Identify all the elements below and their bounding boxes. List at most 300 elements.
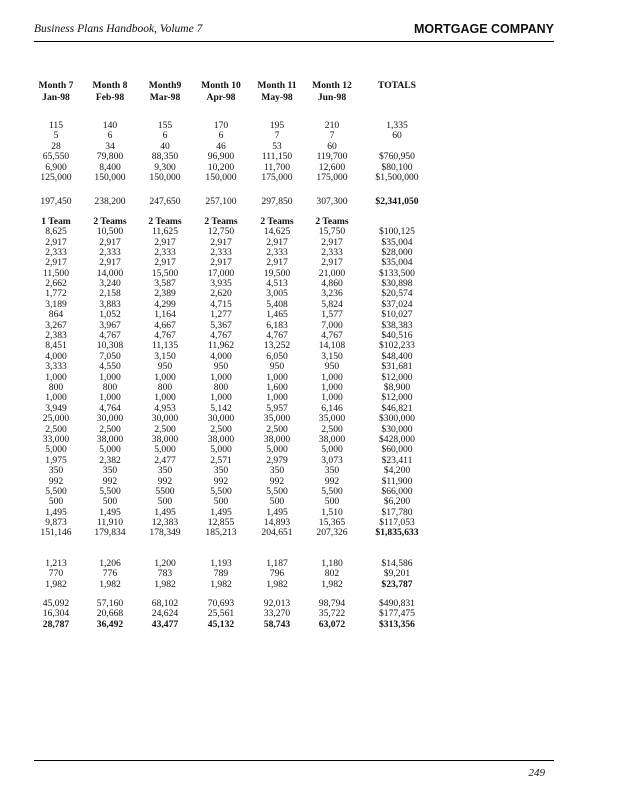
month-cell: 38,000 xyxy=(151,433,179,445)
month-cell: 179,834 xyxy=(94,527,126,539)
month-cell: 500 xyxy=(324,496,340,508)
total-cell: $38,383 xyxy=(381,319,413,331)
total-cell: $313,356 xyxy=(379,618,415,630)
month-cell: 5,408 xyxy=(266,298,288,310)
month-cell: 802 xyxy=(324,568,340,580)
month-cell: 195 xyxy=(269,120,285,131)
total-cell: $177,475 xyxy=(379,608,415,620)
month-cell: 783 xyxy=(157,568,173,580)
month-cell: 33,000 xyxy=(42,433,70,445)
month-cell: 1,772 xyxy=(45,288,67,300)
month-cell: 1,000 xyxy=(45,392,67,404)
month-cell: 1 Team xyxy=(41,215,71,227)
month-cell: 45,092 xyxy=(42,598,70,610)
month-cell: 30,000 xyxy=(207,413,235,425)
total-cell: 1,335 xyxy=(386,120,408,131)
month-cell: 5,000 xyxy=(99,444,121,456)
month-cell: 1,495 xyxy=(45,506,67,518)
table-row xyxy=(34,580,554,590)
month-cell: 5,367 xyxy=(210,319,232,331)
month-cell: 204,651 xyxy=(261,527,293,539)
month-cell: 2,917 xyxy=(45,257,67,269)
month-cell: 35,722 xyxy=(318,608,346,620)
month-cell: 12,383 xyxy=(151,517,179,529)
month-cell: 3,189 xyxy=(45,298,67,310)
month-cell: 1,982 xyxy=(99,578,121,590)
total-cell: $46,821 xyxy=(381,402,413,414)
month-cell: 4,953 xyxy=(154,402,176,414)
month-cell: 6 xyxy=(162,130,168,142)
month-cell: 79,800 xyxy=(96,151,124,163)
month-cell: 1,982 xyxy=(45,578,67,590)
month-cell: 6,900 xyxy=(45,161,67,173)
month-cell: 3,236 xyxy=(321,288,343,300)
month-cell: 150,000 xyxy=(149,171,181,183)
total-cell: $1,835,633 xyxy=(375,527,419,539)
month-cell: 30,000 xyxy=(151,413,179,425)
month-cell: 4,767 xyxy=(99,330,121,342)
month-cell: 38,000 xyxy=(263,433,291,445)
total-cell: $23,411 xyxy=(381,454,413,466)
total-cell: $4,200 xyxy=(383,465,411,477)
total-cell: $11,900 xyxy=(381,475,413,487)
month-cell: 6,183 xyxy=(266,319,288,331)
month-cell: 7 xyxy=(329,130,335,142)
total-cell: $760,950 xyxy=(379,151,415,163)
month-cell: 4,000 xyxy=(45,350,67,362)
month-cell: 2 Teams xyxy=(204,215,238,227)
total-cell: $80,100 xyxy=(381,161,413,173)
month-cell: 57,160 xyxy=(96,598,124,610)
month-cell: 1,277 xyxy=(210,309,232,321)
total-cell: $12,000 xyxy=(381,371,413,383)
month-cell: 4,715 xyxy=(210,298,232,310)
total-cell: $102,233 xyxy=(379,340,415,352)
header-row-month xyxy=(34,80,554,92)
month-cell: 1,510 xyxy=(321,506,343,518)
month-cell: 11,500 xyxy=(42,267,70,279)
month-cell: 12,750 xyxy=(207,226,235,238)
total-cell: $12,000 xyxy=(381,392,413,404)
month-cell: 6 xyxy=(218,130,224,142)
page-header xyxy=(34,22,554,40)
month-cell: 5,000 xyxy=(154,444,176,456)
month-cell: 2,917 xyxy=(154,236,176,248)
total-cell: $30,000 xyxy=(381,423,413,435)
month-cell: 1,187 xyxy=(266,557,288,569)
month-cell: Month 7 xyxy=(38,80,74,91)
month-cell: 2,917 xyxy=(210,236,232,248)
month-cell: 1,982 xyxy=(154,578,176,590)
total-cell: $8,900 xyxy=(383,381,411,393)
month-cell: 5,824 xyxy=(321,298,343,310)
month-cell: 8,400 xyxy=(99,161,121,173)
month-cell: 43,477 xyxy=(151,618,179,630)
table-row xyxy=(34,528,554,538)
month-cell: 14,625 xyxy=(263,226,291,238)
month-cell: 2,979 xyxy=(266,454,288,466)
month-cell: 1,000 xyxy=(266,392,288,404)
month-cell: 3,267 xyxy=(45,319,67,331)
month-cell: 53 xyxy=(272,140,282,152)
month-cell: Mar-98 xyxy=(149,91,181,103)
month-cell: 2,382 xyxy=(99,454,121,466)
month-cell: 350 xyxy=(213,465,229,477)
table-row xyxy=(34,152,554,162)
month-cell: 28,787 xyxy=(42,618,70,630)
month-cell: 178,349 xyxy=(149,527,181,539)
month-cell: 2,917 xyxy=(321,257,343,269)
month-cell: Month 8 xyxy=(92,80,128,91)
month-cell: 1,213 xyxy=(45,557,67,569)
total-cell: $35,004 xyxy=(381,257,413,269)
financial-table xyxy=(34,80,554,630)
month-cell: 25,000 xyxy=(42,413,70,425)
group-spacer xyxy=(34,539,554,559)
month-cell: 115 xyxy=(48,120,64,131)
month-cell: 950 xyxy=(213,361,229,373)
month-cell: 5,500 xyxy=(266,485,288,497)
month-cell: 38,000 xyxy=(96,433,124,445)
month-cell: 185,213 xyxy=(205,527,237,539)
month-cell: 3,935 xyxy=(210,278,232,290)
month-cell: 1,600 xyxy=(266,381,288,393)
month-cell: 6,146 xyxy=(321,402,343,414)
month-cell: 2 Teams xyxy=(148,215,182,227)
month-cell: 5,500 xyxy=(99,485,121,497)
month-cell: 500 xyxy=(269,496,285,508)
total-cell: $1,500,000 xyxy=(375,171,419,183)
month-cell: 2 Teams xyxy=(93,215,127,227)
page-number: 249 xyxy=(528,767,545,779)
total-cell: $20,574 xyxy=(381,288,413,300)
month-cell: 500 xyxy=(48,496,64,508)
month-cell: 1,495 xyxy=(154,506,176,518)
month-cell: 1,000 xyxy=(321,392,343,404)
month-cell: 8,625 xyxy=(45,226,67,238)
month-cell: 28 xyxy=(51,140,61,152)
month-cell: 4,667 xyxy=(154,319,176,331)
month-cell: 20,668 xyxy=(96,608,124,620)
month-cell: 1,982 xyxy=(210,578,232,590)
month-cell: Month 12 xyxy=(312,80,352,91)
month-cell: 68,102 xyxy=(151,598,179,610)
month-cell: 1,180 xyxy=(321,557,343,569)
total-cell: $9,201 xyxy=(383,568,411,580)
month-cell: 3,240 xyxy=(99,278,121,290)
month-cell: 58,743 xyxy=(263,618,291,630)
month-cell: 36,492 xyxy=(96,618,124,630)
month-cell: 3,005 xyxy=(266,288,288,300)
month-cell: 14,108 xyxy=(318,340,346,352)
month-cell: 151,146 xyxy=(40,527,72,539)
total-cell: $300,000 xyxy=(379,413,415,425)
month-cell: 14,893 xyxy=(263,517,291,529)
month-cell: 1,000 xyxy=(321,381,343,393)
month-cell: 35,000 xyxy=(263,413,291,425)
total-cell: $117,053 xyxy=(379,517,415,529)
month-cell: 7,050 xyxy=(99,350,121,362)
month-cell: 10,500 xyxy=(96,226,124,238)
month-cell: 63,072 xyxy=(318,618,346,630)
month-cell: Feb-98 xyxy=(95,91,125,103)
month-cell: 150,000 xyxy=(94,171,126,183)
month-cell: 992 xyxy=(48,475,64,487)
month-cell: 2,158 xyxy=(99,288,121,300)
month-cell: 864 xyxy=(48,309,64,321)
total-cell: $31,681 xyxy=(381,361,413,373)
month-cell: 15,500 xyxy=(151,267,179,279)
month-cell: 21,000 xyxy=(318,267,346,279)
month-cell: May-98 xyxy=(261,91,293,103)
month-cell: 2,500 xyxy=(154,423,176,435)
month-cell: 210 xyxy=(324,120,340,131)
month-cell: 3,967 xyxy=(99,319,121,331)
month-cell: 500 xyxy=(157,496,173,508)
total-cell: $35,004 xyxy=(381,236,413,248)
month-cell: 16,304 xyxy=(42,608,70,620)
header-row-date xyxy=(34,92,554,104)
month-cell: 11,700 xyxy=(263,161,291,173)
group-spacer xyxy=(34,183,554,197)
month-cell: Jun-98 xyxy=(317,91,347,103)
month-cell: 1,000 xyxy=(154,371,176,383)
month-cell: 96,900 xyxy=(207,151,235,163)
total-cell: $6,200 xyxy=(383,496,411,508)
month-cell: 8,451 xyxy=(45,340,67,352)
month-cell: 1,000 xyxy=(45,371,67,383)
month-cell: 9,300 xyxy=(154,161,176,173)
month-cell: 5,142 xyxy=(210,402,232,414)
table-row xyxy=(34,466,554,476)
month-cell: 33,270 xyxy=(263,608,291,620)
month-cell: 7,000 xyxy=(321,319,343,331)
month-cell: 1,052 xyxy=(99,309,121,321)
month-cell: 992 xyxy=(157,475,173,487)
month-cell: 2,500 xyxy=(210,423,232,435)
total-cell: $490,831 xyxy=(379,598,415,610)
month-cell: 776 xyxy=(102,568,118,580)
table-row xyxy=(34,414,554,424)
month-cell: 4,767 xyxy=(266,330,288,342)
month-cell: 2,389 xyxy=(154,288,176,300)
table-row xyxy=(34,121,554,131)
total-cell: $23,787 xyxy=(381,578,413,590)
month-cell: 1,982 xyxy=(321,578,343,590)
month-cell: 1,000 xyxy=(321,371,343,383)
month-cell: 297,850 xyxy=(261,196,293,208)
month-cell: 12,600 xyxy=(318,161,346,173)
month-cell: 15,365 xyxy=(318,517,346,529)
month-cell: 60 xyxy=(327,140,337,152)
month-cell: Apr-98 xyxy=(206,91,236,103)
month-cell: 350 xyxy=(157,465,173,477)
month-cell: 2,571 xyxy=(210,454,232,466)
month-cell: 1,000 xyxy=(99,392,121,404)
month-cell: 1,465 xyxy=(266,309,288,321)
month-cell: 3,150 xyxy=(154,350,176,362)
month-cell: 3,073 xyxy=(321,454,343,466)
table-row xyxy=(34,620,554,630)
month-cell: 2 Teams xyxy=(260,215,294,227)
month-cell: 92,013 xyxy=(263,598,291,610)
month-cell: 34 xyxy=(105,140,115,152)
total-cell: $37,024 xyxy=(381,298,413,310)
header-rule xyxy=(34,41,554,42)
month-cell: 307,300 xyxy=(316,196,348,208)
month-cell: 4,767 xyxy=(154,330,176,342)
month-cell: 5,000 xyxy=(321,444,343,456)
month-cell: 4,767 xyxy=(210,330,232,342)
month-cell: 150,000 xyxy=(205,171,237,183)
month-cell: 14,000 xyxy=(96,267,124,279)
month-cell: 2,500 xyxy=(321,423,343,435)
month-cell: 5 xyxy=(53,130,59,142)
month-cell: 2,333 xyxy=(99,246,121,258)
month-cell: 119,700 xyxy=(316,151,348,163)
month-cell: 1,982 xyxy=(266,578,288,590)
month-cell: 10,200 xyxy=(207,161,235,173)
month-cell: 1,975 xyxy=(45,454,67,466)
month-cell: 175,000 xyxy=(261,171,293,183)
month-cell: 98,794 xyxy=(318,598,346,610)
month-cell: 5,957 xyxy=(266,402,288,414)
month-cell: 24,624 xyxy=(151,608,179,620)
month-cell: 950 xyxy=(157,361,173,373)
month-cell: 2,917 xyxy=(210,257,232,269)
month-cell: 2,333 xyxy=(266,246,288,258)
month-cell: 5,500 xyxy=(210,485,232,497)
month-cell: 19,500 xyxy=(263,267,291,279)
month-cell: 111,150 xyxy=(261,151,293,163)
month-cell: 2,500 xyxy=(266,423,288,435)
month-cell: Month 10 xyxy=(201,80,241,91)
month-cell: 5,500 xyxy=(321,485,343,497)
month-cell: 1,577 xyxy=(321,309,343,321)
total-cell: $30,898 xyxy=(381,278,413,290)
total-cell: $14,586 xyxy=(381,557,413,569)
month-cell: 5,500 xyxy=(45,485,67,497)
month-cell: 2,662 xyxy=(45,278,67,290)
total-cell: $40,516 xyxy=(381,330,413,342)
month-cell: 35,000 xyxy=(318,413,346,425)
month-cell: 1,164 xyxy=(154,309,176,321)
month-cell: 950 xyxy=(269,361,285,373)
month-cell: 25,561 xyxy=(207,608,235,620)
month-cell: 796 xyxy=(269,568,285,580)
total-cell: $428,000 xyxy=(379,433,415,445)
month-cell: 38,000 xyxy=(207,433,235,445)
month-cell: 350 xyxy=(324,465,340,477)
total-cell: $100,125 xyxy=(379,226,415,238)
month-cell: 197,450 xyxy=(40,196,72,208)
month-cell: 7 xyxy=(274,130,280,142)
month-cell: 4,000 xyxy=(210,350,232,362)
month-cell: 800 xyxy=(213,381,229,393)
month-cell: 30,000 xyxy=(96,413,124,425)
month-cell: 1,000 xyxy=(266,371,288,383)
month-cell: 1,200 xyxy=(154,557,176,569)
month-cell: 11,135 xyxy=(151,340,179,352)
month-cell: 2,333 xyxy=(154,246,176,258)
month-cell: 2,917 xyxy=(99,257,121,269)
month-cell: 6 xyxy=(107,130,113,142)
month-cell: 992 xyxy=(102,475,118,487)
month-cell: 207,326 xyxy=(316,527,348,539)
month-cell: 9,873 xyxy=(45,517,67,529)
month-cell: Jan-98 xyxy=(42,91,70,103)
month-cell: 4,550 xyxy=(99,361,121,373)
month-cell: 2 Teams xyxy=(315,215,349,227)
footer-rule xyxy=(34,760,554,761)
month-cell: 11,625 xyxy=(151,226,179,238)
month-cell: 2,917 xyxy=(154,257,176,269)
month-cell: 350 xyxy=(269,465,285,477)
month-cell: 950 xyxy=(324,361,340,373)
month-cell: 45,132 xyxy=(207,618,235,630)
month-cell: 4,513 xyxy=(266,278,288,290)
month-cell: 2,333 xyxy=(45,246,67,258)
month-cell: 500 xyxy=(213,496,229,508)
table-row xyxy=(34,227,554,237)
table-row xyxy=(34,173,554,183)
table-row xyxy=(34,197,554,207)
month-cell: 88,350 xyxy=(151,151,179,163)
month-cell: 40 xyxy=(160,140,170,152)
month-cell: 3,150 xyxy=(321,350,343,362)
month-cell: 350 xyxy=(102,465,118,477)
month-cell: 770 xyxy=(48,568,64,580)
month-cell: 1,495 xyxy=(210,506,232,518)
total-cell: 60 xyxy=(392,130,402,142)
month-cell: 5500 xyxy=(155,485,175,497)
total-cell: $60,000 xyxy=(381,444,413,456)
month-cell: 3,883 xyxy=(99,298,121,310)
month-cell: 4,299 xyxy=(154,298,176,310)
month-cell: 2,477 xyxy=(154,454,176,466)
month-cell: 1,000 xyxy=(210,392,232,404)
month-cell: 992 xyxy=(269,475,285,487)
total-cell: $2,341,050 xyxy=(375,196,419,208)
month-cell: 11,962 xyxy=(207,340,235,352)
month-cell: 1,000 xyxy=(210,371,232,383)
month-cell: 247,650 xyxy=(149,196,181,208)
month-cell: 10,308 xyxy=(96,340,124,352)
month-cell: 125,000 xyxy=(40,171,72,183)
month-cell: 800 xyxy=(102,381,118,393)
month-cell: 11,910 xyxy=(96,517,124,529)
month-cell: 992 xyxy=(324,475,340,487)
month-cell: 6,050 xyxy=(266,350,288,362)
month-cell: 46 xyxy=(216,140,226,152)
total-cell: $10,027 xyxy=(381,309,413,321)
month-cell: 170 xyxy=(213,120,229,131)
month-cell: 4,767 xyxy=(321,330,343,342)
month-cell: 800 xyxy=(48,381,64,393)
month-cell: 70,693 xyxy=(207,598,235,610)
total-cell: TOTALS xyxy=(377,80,417,91)
month-cell: 1,495 xyxy=(266,506,288,518)
month-cell: 800 xyxy=(157,381,173,393)
month-cell: 2,917 xyxy=(45,236,67,248)
month-cell: 5,000 xyxy=(266,444,288,456)
month-cell: 140 xyxy=(102,120,118,131)
month-cell: 3,333 xyxy=(45,361,67,373)
month-cell: 238,200 xyxy=(94,196,126,208)
month-cell: 257,100 xyxy=(205,196,237,208)
month-cell: 4,764 xyxy=(99,402,121,414)
month-cell: 1,000 xyxy=(99,371,121,383)
